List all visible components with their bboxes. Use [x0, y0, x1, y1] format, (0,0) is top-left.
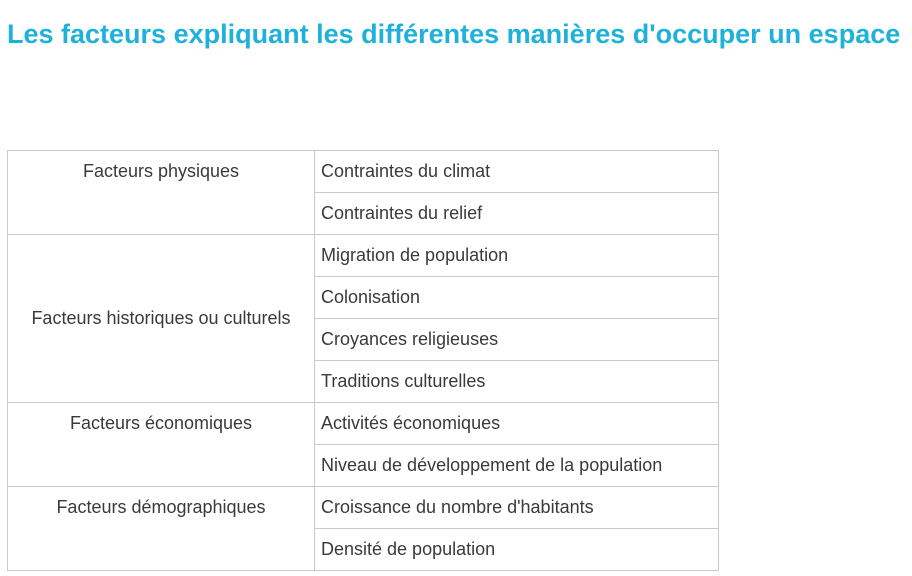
table-row	[8, 235, 719, 277]
factor-item: Traditions culturelles	[315, 361, 719, 403]
factor-item: Croyances religieuses	[315, 319, 719, 361]
table-row	[8, 403, 719, 445]
category-demographic: Facteurs démographiques	[8, 487, 315, 571]
factor-item: Densité de population	[315, 529, 719, 571]
category-physical: Facteurs physiques	[8, 151, 315, 235]
factor-item: Colonisation	[315, 277, 719, 319]
factor-item: Niveau de développement de la population	[315, 445, 719, 487]
factors-table	[7, 150, 719, 571]
table-row	[8, 487, 719, 529]
factor-item: Contraintes du relief	[315, 193, 719, 235]
factor-item: Migration de population	[315, 235, 719, 277]
table-row	[8, 151, 719, 193]
factor-item: Activités économiques	[315, 403, 719, 445]
page-title: Les facteurs expliquant les différentes manières d'occuper un espace	[7, 19, 901, 49]
factor-item: Contraintes du climat	[315, 151, 719, 193]
factor-item: Croissance du nombre d'habitants	[315, 487, 719, 529]
category-historical-cultural: Facteurs historiques ou culturels	[8, 235, 315, 403]
category-economic: Facteurs économiques	[8, 403, 315, 487]
